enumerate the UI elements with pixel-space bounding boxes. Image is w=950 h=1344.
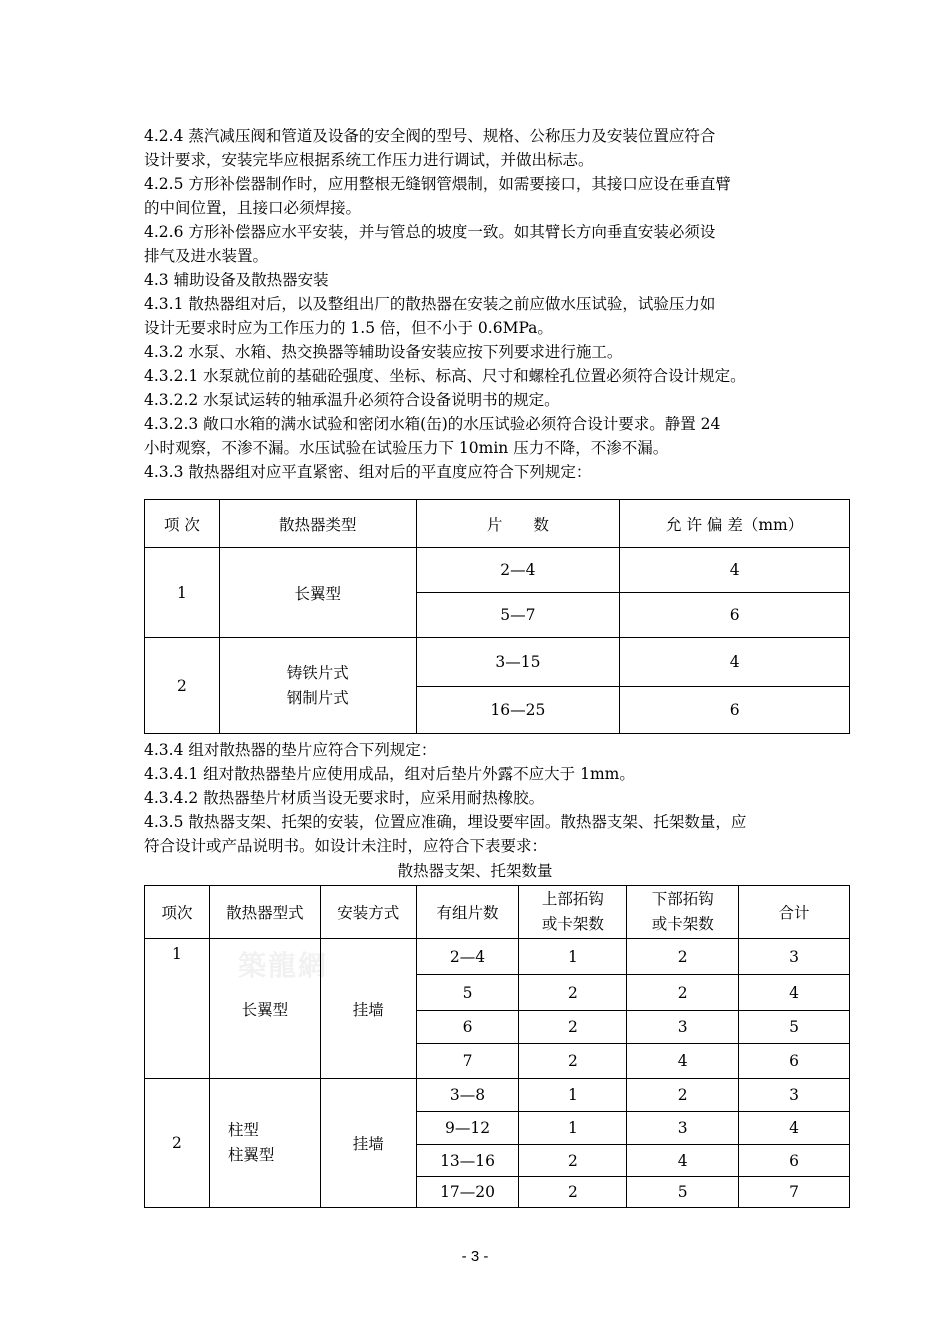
type-line: 铸铁片式 — [286, 663, 349, 682]
upper-count: 1 — [519, 1079, 627, 1112]
tolerance: 6 — [620, 687, 850, 734]
lower-count: 4 — [627, 1044, 739, 1079]
paragraph-line: 小时观察，不渗不漏。水压试验在试验压力下 10min 压力不降，不渗不漏。 — [144, 439, 669, 457]
lower-count: 2 — [627, 975, 739, 1011]
paragraph-line: 4.3.4.2 散热器垫片材质当设无要求时，应采用耐热橡胶。 — [144, 789, 545, 807]
paragraphs-top — [144, 124, 850, 484]
item-number: 2 — [145, 638, 220, 734]
radiator-type: 长翼型 — [209, 939, 320, 1079]
tolerance: 6 — [620, 593, 850, 638]
section-count: 5 — [416, 975, 519, 1011]
paragraph-line: 4.2.4 蒸汽减压阀和管道及设备的安全阀的型号、规格、公称压力及安装位置应符合 — [144, 127, 716, 145]
header-cell: 有组片数 — [416, 886, 519, 939]
item-number: 1 — [145, 939, 210, 1079]
header-line: 或卡架数 — [651, 915, 714, 933]
radiator-type: 长翼型 — [219, 548, 416, 638]
paragraph-line: 排气及进水装置。 — [144, 247, 269, 265]
total-count: 6 — [739, 1145, 850, 1177]
total-count: 7 — [739, 1177, 850, 1208]
table-caption: 散热器支架、托架数量 — [397, 862, 553, 880]
paragraphs-mid — [144, 738, 850, 858]
table-row — [145, 638, 850, 687]
upper-count: 2 — [519, 1011, 627, 1044]
paragraph-line: 4.2.5 方形补偿器制作时，应用整根无缝钢管煨制，如需要接口，其接口应设在垂直臂 — [144, 175, 731, 193]
total-count: 3 — [739, 1079, 850, 1112]
mount-method: 挂墙 — [320, 939, 416, 1079]
header-cell: 合计 — [739, 886, 850, 939]
header-cell: 项 次 — [145, 500, 220, 548]
upper-count: 1 — [519, 939, 627, 975]
watermark-logo: 築龍網 — [238, 949, 329, 982]
section-count: 9—12 — [416, 1112, 519, 1145]
total-count: 3 — [739, 939, 850, 975]
header-line: 或卡架数 — [541, 915, 604, 933]
header-cell: 散热器类型 — [219, 500, 416, 548]
page-number: - 3 - — [461, 1248, 489, 1265]
paragraph-line: 设计要求，安装完毕应根据系统工作压力进行调试，并做出标志。 — [144, 151, 594, 169]
lower-count: 5 — [627, 1177, 739, 1208]
paragraph-line: 4.3.4 组对散热器的垫片应符合下列规定： — [144, 741, 437, 759]
type-line: 柱翼型 — [227, 1146, 275, 1164]
total-count: 4 — [739, 975, 850, 1011]
section-count: 13—16 — [416, 1145, 519, 1177]
paragraph-line: 4.3.1 散热器组对后，以及整组出厂的散热器在安装之前应做水压试验，试验压力如 — [144, 295, 716, 313]
header-cell: 安装方式 — [320, 886, 416, 939]
flatness-table — [144, 499, 850, 734]
table-header-row — [145, 886, 850, 939]
section-count: 7 — [416, 1044, 519, 1079]
paragraph-line: 4.2.6 方形补偿器应水平安装，并与管总的坡度一致。如其臂长方向垂直安装必须设 — [144, 223, 716, 241]
table-row — [145, 1079, 850, 1112]
section-count: 2—4 — [416, 548, 620, 593]
tolerance: 4 — [620, 548, 850, 593]
lower-count: 3 — [627, 1112, 739, 1145]
type-line: 柱型 — [227, 1121, 259, 1139]
section-heading: 4.3 辅助设备及散热器安装 — [144, 271, 329, 289]
upper-count: 2 — [519, 1177, 627, 1208]
section-count: 16—25 — [416, 687, 620, 734]
type-line: 钢制片式 — [286, 688, 349, 707]
tolerance: 4 — [620, 638, 850, 687]
header-cell — [627, 886, 739, 939]
total-count: 5 — [739, 1011, 850, 1044]
upper-count: 2 — [519, 975, 627, 1011]
paragraph-line: 4.3.2 水泵、水箱、热交换器等辅助设备安装应按下列要求进行施工。 — [144, 343, 623, 361]
paragraph-line: 设计无要求时应为工作压力的 1.5 倍，但不小于 0.6MPa。 — [144, 319, 553, 337]
paragraph-line: 符合设计或产品说明书。如设计未注时，应符合下表要求： — [144, 837, 548, 855]
lower-count: 4 — [627, 1145, 739, 1177]
item-number: 1 — [145, 548, 220, 638]
header-cell: 片 数 — [416, 500, 620, 548]
section-count: 5—7 — [416, 593, 620, 638]
paragraph-line: 4.3.3 散热器组对应平直紧密、组对后的平直度应符合下列规定： — [144, 463, 592, 481]
lower-count: 2 — [627, 1079, 739, 1112]
upper-count: 1 — [519, 1112, 627, 1145]
header-cell: 允 许 偏 差（mm） — [620, 500, 850, 548]
table-header-row — [145, 500, 850, 548]
header-line: 下部拓钩 — [651, 890, 714, 908]
section-count: 6 — [416, 1011, 519, 1044]
paragraph-line: 4.3.2.1 水泵就位前的基础砼强度、坐标、标高、尺寸和螺栓孔位置必须符合设计规定。 — [144, 367, 746, 385]
upper-count: 2 — [519, 1044, 627, 1079]
paragraph-line: 的中间位置，且接口必须焊接。 — [144, 199, 362, 217]
item-number: 2 — [145, 1079, 210, 1208]
total-count: 6 — [739, 1044, 850, 1079]
upper-count: 2 — [519, 1145, 627, 1177]
header-line: 上部拓钩 — [541, 890, 604, 908]
table-row — [145, 548, 850, 593]
section-count: 3—8 — [416, 1079, 519, 1112]
paragraph-line: 4.3.5 散热器支架、托架的安装，位置应准确，埋设要牢固。散热器支架、托架数量，应 — [144, 813, 747, 831]
bracket-table — [144, 885, 850, 1208]
section-count: 3—15 — [416, 638, 620, 687]
paragraph-line: 4.3.2.3 敞口水箱的满水试验和密闭水箱(缶)的水压试验必须符合设计要求。静置 24 — [144, 415, 721, 433]
header-cell: 散热器型式 — [209, 886, 320, 939]
radiator-type — [219, 638, 416, 734]
header-cell: 项次 — [145, 886, 210, 939]
section-count: 17—20 — [416, 1177, 519, 1208]
paragraph-line: 4.3.2.2 水泵试运转的轴承温升必须符合设备说明书的规定。 — [144, 391, 560, 409]
radiator-type — [209, 1079, 320, 1208]
lower-count: 3 — [627, 1011, 739, 1044]
total-count: 4 — [739, 1112, 850, 1145]
mount-method: 挂墙 — [320, 1079, 416, 1208]
section-count: 2—4 — [416, 939, 519, 975]
paragraph-line: 4.3.4.1 组对散热器垫片应使用成品，组对后垫片外露不应大于 1mm。 — [144, 765, 635, 783]
table-row — [145, 939, 850, 975]
lower-count: 2 — [627, 939, 739, 975]
header-cell — [519, 886, 627, 939]
